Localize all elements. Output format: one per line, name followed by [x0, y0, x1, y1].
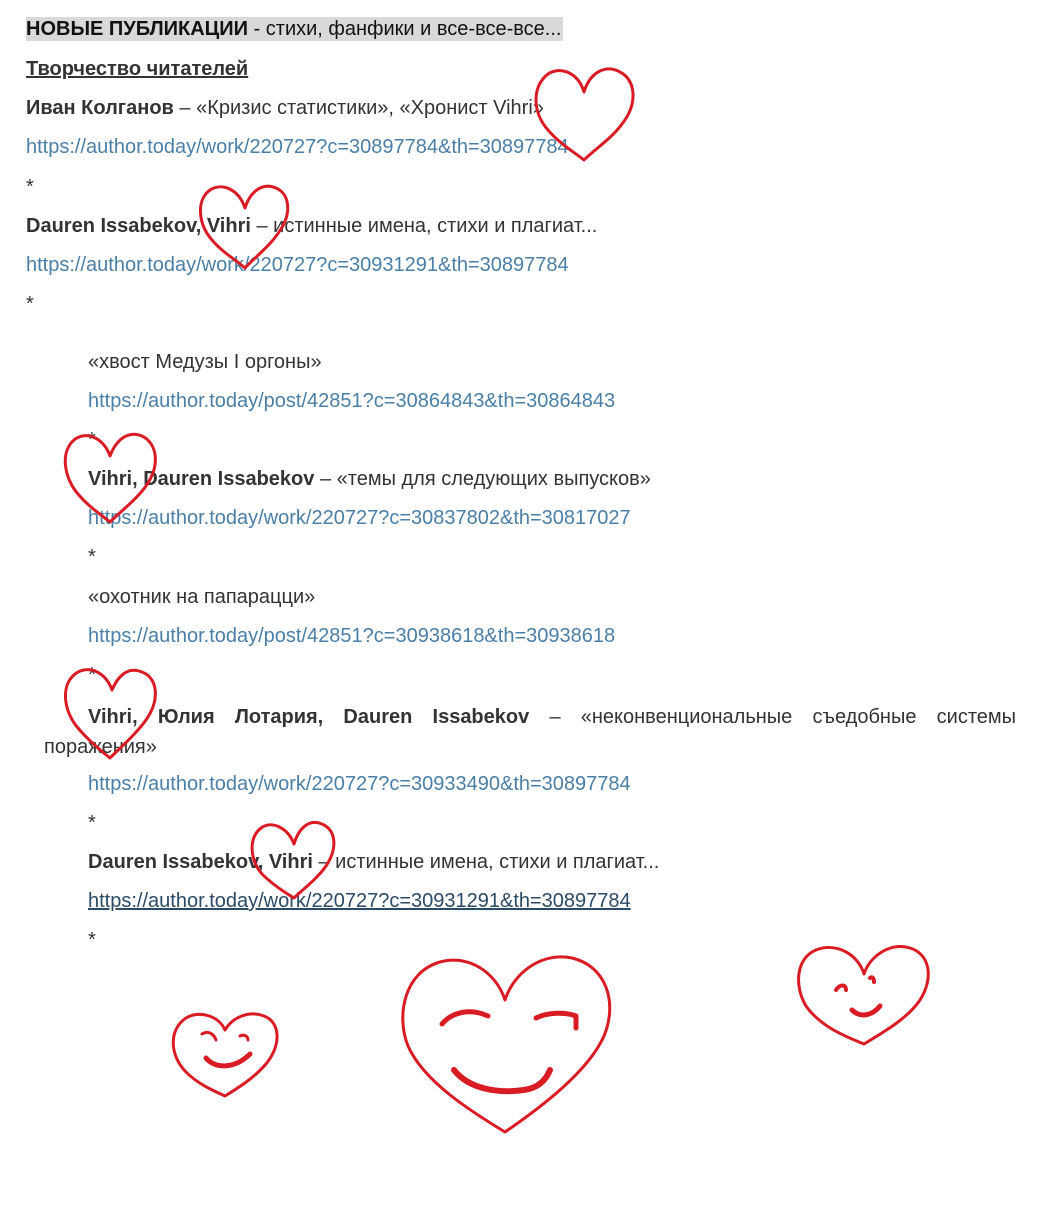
entry-link[interactable]: https://author.today/work/220727?c=30897784&th=30897784	[26, 136, 569, 158]
entry-link[interactable]: https://author.today/post/42851?c=30864843&th=30864843	[88, 390, 616, 412]
entry-link[interactable]: https://author.today/work/220727?c=30931291&th=30897784	[26, 254, 569, 276]
separator: *	[88, 664, 96, 686]
header-title-bold: НОВЫЕ ПУБЛИКАЦИИ	[26, 18, 249, 40]
separator: *	[26, 293, 34, 315]
entry-authors: Vihri, Юлия Лотария, Dauren Issabekov	[88, 706, 530, 728]
section-title[interactable]: Творчество читателей	[26, 58, 249, 80]
entry-authors: Dauren Issabekov, Vihri	[26, 215, 251, 237]
smiley-heart-icon	[799, 947, 929, 1044]
separator: *	[26, 176, 34, 198]
smiley-heart-icon	[403, 957, 610, 1132]
entry-authors: Dauren Issabekov, Vihri	[88, 851, 313, 873]
entry-title	[88, 467, 651, 491]
entry-title	[88, 850, 659, 874]
entry-text: – истинные имена, стихи и плагиат...	[250, 215, 598, 237]
entry-link[interactable]: https://author.today/work/220727?c=30933490&th=30897784	[88, 773, 631, 795]
separator: *	[88, 812, 96, 834]
entry-text: – истинные имена, стихи и плагиат...	[312, 851, 660, 873]
entry-text: «охотник на папарацци»	[88, 586, 316, 608]
entry-text: – «неконвенциональные съедобные системы поражения»	[44, 706, 1017, 758]
entry-title	[88, 350, 322, 374]
entry-title	[26, 96, 544, 120]
entry-title	[44, 702, 1016, 762]
entry-link[interactable]: https://author.today/post/42851?c=30938618&th=30938618	[88, 625, 616, 647]
entry-authors: Vihri, Dauren Issabekov	[88, 468, 315, 490]
entry-text: «хвост Медузы I оргоны»	[88, 351, 322, 373]
entry-text: – «темы для следующих выпусков»	[314, 468, 651, 490]
smiley-heart-icon	[173, 1014, 277, 1096]
header-title-rest: - стихи, фанфики и все-все-все...	[248, 18, 562, 40]
entry-link[interactable]: https://author.today/work/220727?c=30837802&th=30817027	[88, 507, 631, 529]
entry-authors: Иван Колганов	[26, 97, 174, 119]
page-header	[26, 17, 563, 41]
entry-text: – «Кризис статистики», «Хронист Vihri»	[173, 97, 544, 119]
entry-title	[26, 214, 597, 238]
entry-title	[88, 585, 315, 609]
separator: *	[88, 929, 96, 951]
separator: *	[88, 546, 96, 568]
separator: *	[88, 429, 96, 451]
entry-link[interactable]: https://author.today/work/220727?c=30931291&th=30897784	[88, 890, 631, 912]
